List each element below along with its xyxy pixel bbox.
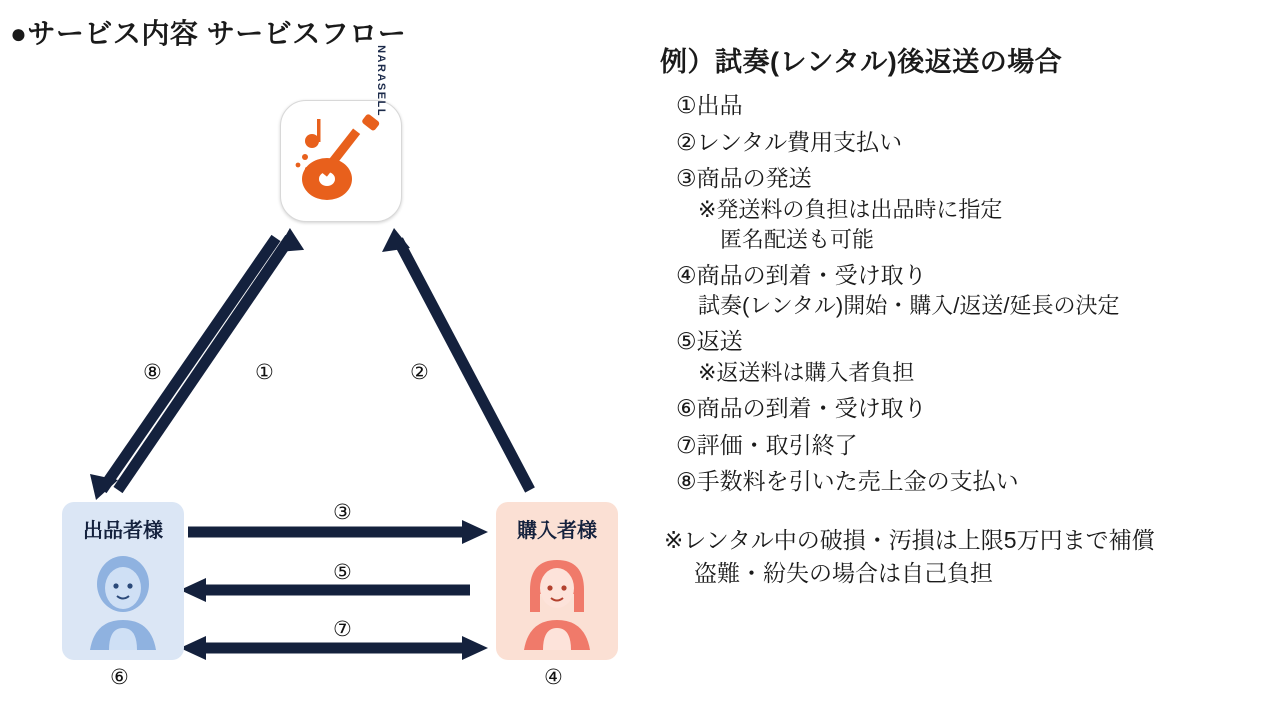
step-text: ⑤返送 [676, 328, 743, 355]
arrow-label-1: ① [255, 361, 274, 384]
step-text: ③商品の発送 [676, 165, 812, 192]
arrow-8-payout [90, 238, 276, 500]
step-subtext: 試奏(レンタル)開始・購入/返送/延長の決定 [698, 293, 1120, 319]
narasell-logo-card [280, 45, 402, 222]
step-subtext: ※発送料の負担は出品時に指定 [698, 196, 1003, 222]
steps-panel-title: 例）試奏(レンタル)後返送の場合 [660, 47, 1063, 77]
list-item [676, 126, 1272, 159]
step-text: ⑥商品の到着・受け取り [676, 394, 927, 421]
logo-wordmark: NARASELL [375, 45, 387, 117]
step-subtext: 匿名配送も可能 [720, 226, 875, 252]
step-text: ②レンタル費用支払い [676, 128, 903, 155]
step-text: ⑧手数料を引いた売上金の支払い [676, 468, 1019, 495]
buyer-avatar-icon [496, 546, 618, 658]
arrow-2-rental-fee [382, 228, 530, 490]
arrow-label-5: ⑤ [333, 561, 352, 584]
node-buyer [496, 502, 618, 660]
arrow-label-3: ③ [333, 501, 352, 524]
step-subtext: ※返送料は購入者負担 [698, 360, 915, 385]
arrow-1-listing [118, 228, 304, 490]
notes-block [664, 524, 1272, 591]
list-item [676, 465, 1272, 498]
steps-list [652, 89, 1272, 498]
note-line: 盗難・紛失の場合は自己負担 [694, 560, 993, 587]
guitar-logo-icon [281, 101, 401, 221]
step-text: ⑦評価・取引終了 [676, 431, 858, 458]
list-item [676, 429, 1272, 462]
seller-avatar-icon [62, 546, 184, 658]
list-item [676, 162, 1272, 254]
arrow-label-7: ⑦ [333, 618, 352, 641]
list-item [676, 89, 1272, 122]
list-item [676, 259, 1272, 322]
arrow-label-2: ② [410, 361, 429, 384]
service-flow-diagram [0, 45, 650, 720]
node-seller [62, 502, 184, 660]
node-buyer-label: 購入者様 [517, 520, 597, 542]
steps-panel [652, 40, 1272, 591]
list-item [676, 392, 1272, 425]
note-line: ※レンタル中の破損・汚損は上限5万円まで補償 [664, 526, 1155, 553]
arrow-label-8: ⑧ [143, 361, 162, 384]
step-text: ①出品 [676, 92, 743, 118]
node-buyer-badge: ④ [544, 666, 563, 689]
page-title: ●サービス内容 サービスフロー [10, 18, 407, 49]
arrow-5-return [180, 578, 470, 602]
node-seller-badge: ⑥ [110, 666, 129, 689]
step-text: ④商品の到着・受け取り [676, 261, 927, 288]
node-seller-label: 出品者様 [83, 520, 163, 542]
list-item [676, 325, 1272, 388]
